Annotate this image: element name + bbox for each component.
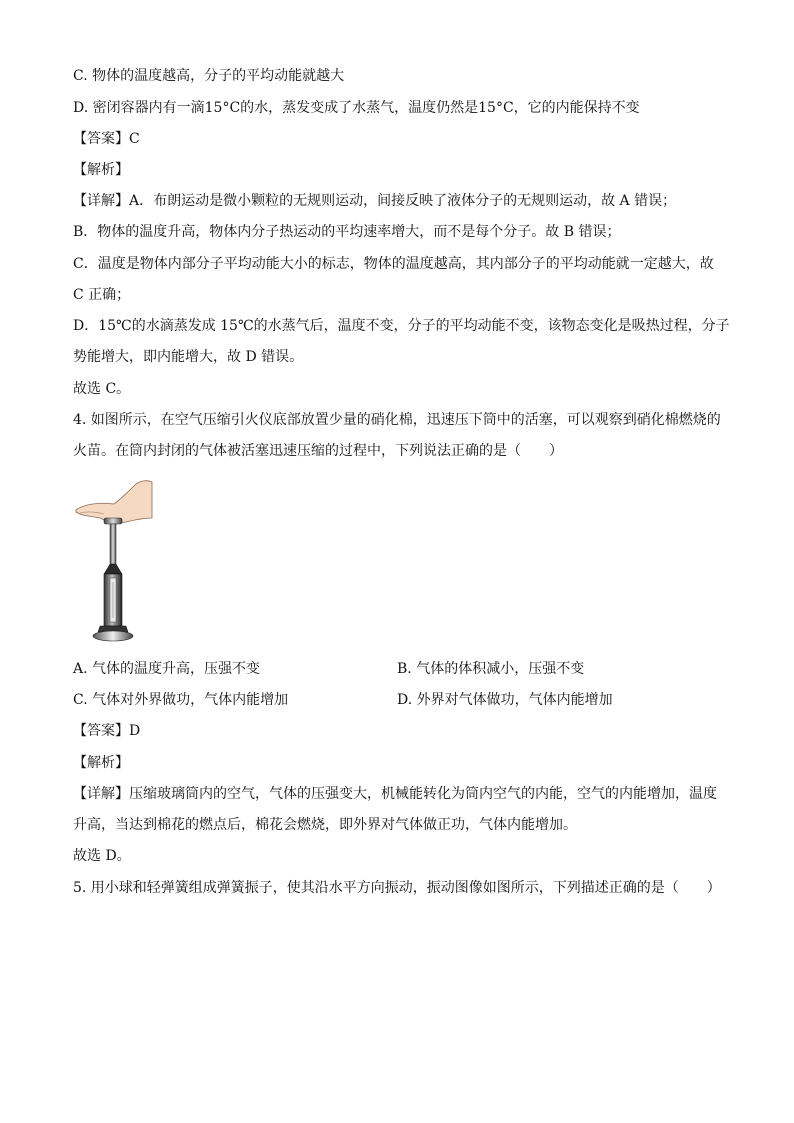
q4-option-d: D. 外界对气体做功，气体内能增加 xyxy=(397,692,613,708)
prev-detail-d-line2: 势能增大，即内能增大，故 D 错误。 xyxy=(73,349,304,365)
prev-detail-b: B．物体的温度升高，物体内分子热运动的平均速率增大，而不是每个分子。故 B 错误； xyxy=(73,224,621,240)
q4-option-b: B. 气体的体积减小，压强不变 xyxy=(397,661,585,677)
prev-detail-d-line1: D．15℃的水滴蒸发成 15℃的水蒸气后，温度不变，分子的平均动能不变，该物态变化是吸热过程，分子 xyxy=(73,318,730,334)
prev-detail-c-line2: C 正确； xyxy=(73,287,131,303)
prev-option-d: D. 密闭容器内有一滴15°C的水，蒸发变成了水蒸气，温度仍然是15°C，它的内能保持不变 xyxy=(73,100,640,116)
prev-answer: 【答案】C xyxy=(73,131,140,147)
q4-stem-line2: 火苗。在筒内封闭的气体被活塞迅速压缩的过程中，下列说法正确的是（ ） xyxy=(73,443,563,459)
prev-analysis-label: 【解析】 xyxy=(73,162,129,178)
q4-option-a: A. 气体的温度升高，压强不变 xyxy=(73,661,261,677)
prev-detail-c-line1: C．温度是物体内部分子平均动能大小的标志，物体的温度越高，其内部分子的平均动能就一定越大，故 xyxy=(73,256,714,272)
q4-detail-line1: 【详解】压缩玻璃筒内的空气，气体的压强变大，机械能转化为筒内空气的内能，空气的内能增加，温度 xyxy=(73,786,717,802)
q4-conclusion: 故选 D。 xyxy=(73,848,131,864)
compression-syringe-figure xyxy=(74,478,154,644)
prev-detail-a: 【详解】A．布朗运动是微小颗粒的无规则运动，间接反映了液体分子的无规则运动，故 A 错误； xyxy=(73,193,677,209)
hand-icon xyxy=(76,481,152,523)
q4-analysis-label: 【解析】 xyxy=(73,755,129,771)
q4-option-c: C. 气体对外界做功，气体内能增加 xyxy=(73,692,289,708)
q4-stem-line1: 4. 如图所示，在空气压缩引火仪底部放置少量的硝化棉，迅速压下筒中的活塞，可以观察到硝化棉燃烧的 xyxy=(73,412,721,428)
q4-answer: 【答案】D xyxy=(73,723,141,739)
prev-option-c: C. 物体的温度越高，分子的平均动能就越大 xyxy=(73,68,345,84)
prev-conclusion: 故选 C。 xyxy=(73,381,131,397)
q5-stem: 5. 用小球和轻弹簧组成弹簧振子，使其沿水平方向振动，振动图像如图所示，下列描述正确的是（ ） xyxy=(73,880,721,896)
q4-detail-line2: 升高，当达到棉花的燃点后，棉花会燃烧，即外界对气体做正功，气体内能增加。 xyxy=(73,817,577,833)
